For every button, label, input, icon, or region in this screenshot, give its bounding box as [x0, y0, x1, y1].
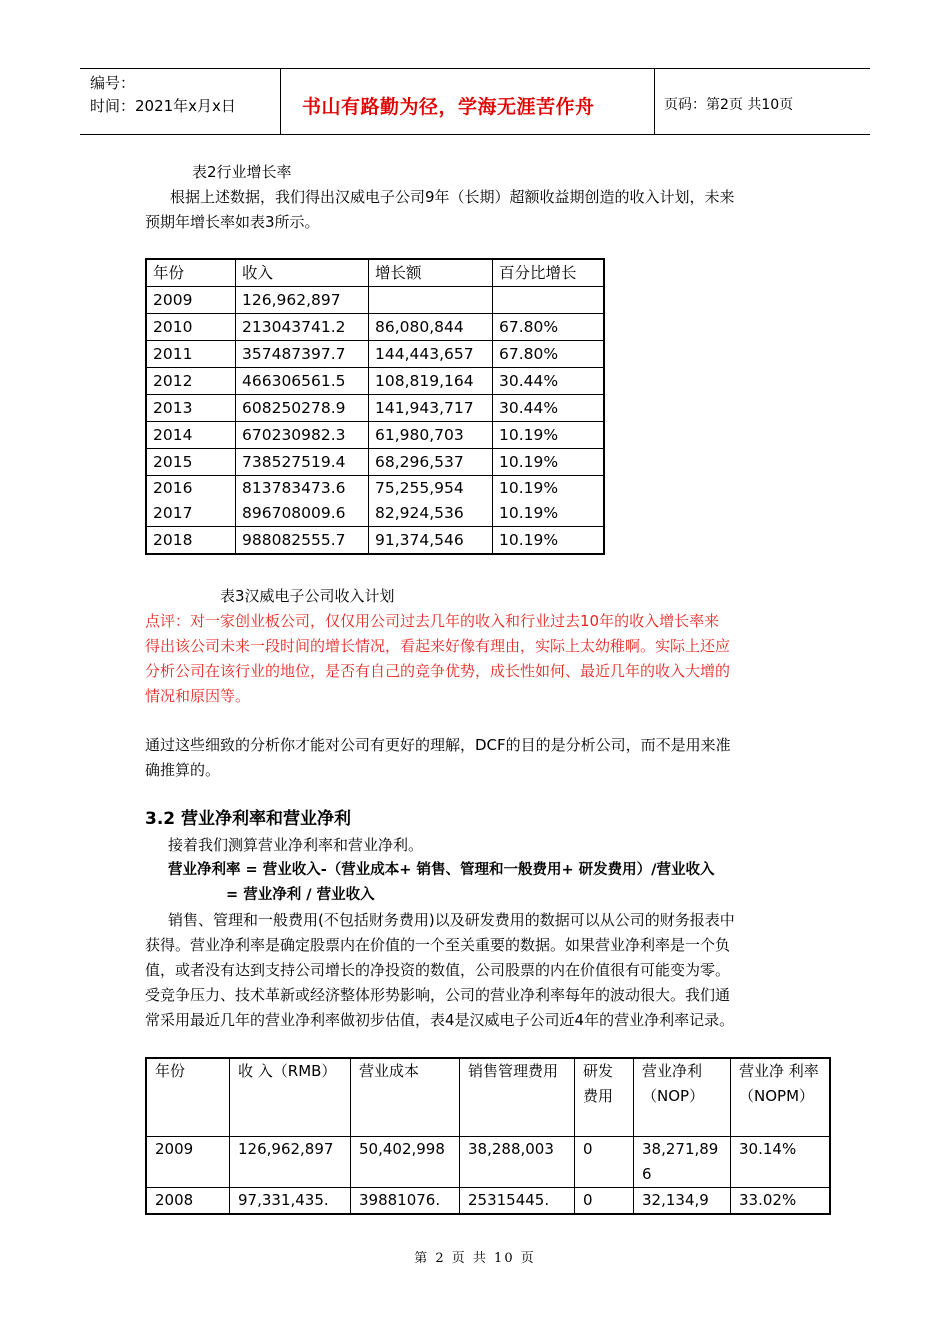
table-cell: 33.02% — [731, 1188, 831, 1215]
table-cell: 126,962,897 — [236, 287, 369, 314]
table-header-cell: 销售管理费用 — [460, 1058, 575, 1137]
table-cell: 144,443,657 — [369, 341, 493, 368]
revenue-plan-table — [145, 258, 605, 555]
comment-line-2: 得出该公司未来一段时间的增长情况，看起来好像有理由，实际上太幼稚啊。实际上还应 — [145, 637, 731, 655]
table-cell-line: 10.19% — [499, 479, 559, 497]
table-header-cell: 营业净 利率 （NOPM） — [731, 1058, 831, 1137]
table-cell: 2009 — [146, 287, 236, 314]
table-row — [146, 476, 604, 527]
table-cell: 30.44% — [493, 368, 605, 395]
table-cell: 2013 — [146, 395, 236, 422]
analysis-line-1: 通过这些细致的分析你才能对公司有更好的理解，DCF的目的是分析公司，而不是用来准 — [145, 736, 731, 754]
header-divider-right — [654, 68, 655, 135]
header-bottom-rule — [80, 134, 870, 135]
table-cell: 2009 — [146, 1137, 230, 1188]
table-cell-line: 2016 — [153, 479, 193, 497]
table-row — [146, 1188, 830, 1215]
table-cell: 32,134,9 — [634, 1188, 731, 1215]
table-header-row — [146, 259, 604, 287]
table-cell: 10.19% — [493, 422, 605, 449]
table-cell: 108,819,164 — [369, 368, 493, 395]
table-cell: 50,402,998 — [351, 1137, 460, 1188]
table-header-cell: 收 入（RMB） — [230, 1058, 351, 1137]
table-cell: 608250278.9 — [236, 395, 369, 422]
table-cell: 670230982.3 — [236, 422, 369, 449]
header-meta — [90, 72, 236, 118]
table-header-cell: 收入 — [236, 259, 369, 287]
formula-line-2: = 营业净利 / 营业收入 — [226, 887, 375, 903]
table3-caption: 表3汉威电子公司收入计划 — [220, 587, 395, 605]
table-cell: 2014 — [146, 422, 236, 449]
header-top-rule — [80, 68, 870, 69]
table-cell: 38,271,896 — [634, 1137, 731, 1188]
table-cell: 30.44% — [493, 395, 605, 422]
table-header-cell: 百分比增长 — [493, 259, 605, 287]
table-cell: 97,331,435. — [230, 1188, 351, 1215]
table-row — [146, 1137, 830, 1188]
table-cell: 126,962,897 — [230, 1137, 351, 1188]
table-cell-line: 10.19% — [499, 504, 559, 522]
comment-line-1: 点评：对一家创业板公司，仅仅用公司过去几年的收入和行业过去10年的收入增长率来 — [145, 612, 720, 630]
table-cell-line: 82,924,536 — [375, 504, 464, 522]
table-cell — [493, 287, 605, 314]
body-line-4: 受竞争压力、技术革新或经济整体形势影响，公司的营业净利率每年的波动很大。我们通 — [145, 986, 731, 1004]
header-motto: 书山有路勤为径，学海无涯苦作舟 — [302, 96, 595, 118]
body-line-2: 获得。营业净利率是确定股票内在价值的一个至关重要的数据。如果营业净利率是一个负 — [145, 936, 731, 954]
header-number: 编号： — [90, 74, 136, 92]
table-row — [146, 368, 604, 395]
comment-line-4: 情况和原因等。 — [145, 687, 251, 705]
table-cell: 86,080,844 — [369, 314, 493, 341]
section-title: 3.2 营业净利率和营业净利 — [145, 809, 352, 829]
table-header-cell: 年份 — [146, 259, 236, 287]
operating-margin-table — [145, 1057, 831, 1215]
table-cell: 466306561.5 — [236, 368, 369, 395]
table-cell: 0 — [575, 1137, 634, 1188]
table-header-cell: 研发费用 — [575, 1058, 634, 1137]
table-cell: 2012 — [146, 368, 236, 395]
section-intro: 接着我们测算营业净利率和营业净利。 — [168, 836, 424, 854]
header-time: 时间：2021年x月x日 — [90, 97, 236, 115]
body-line-3: 值，或者没有达到支持公司增长的净投资的数值，公司股票的内在价值很有可能变为零。 — [145, 961, 731, 979]
table-header-cell: 年份 — [146, 1058, 230, 1137]
formula-line-1: 营业净利率 = 营业收入-（营业成本+ 销售、管理和一般费用+ 研发费用）/营业收入 — [168, 862, 715, 878]
table-cell: 141,943,717 — [369, 395, 493, 422]
table2-caption: 表2行业增长率 — [192, 163, 292, 181]
table-cell: 39881076. — [351, 1188, 460, 1215]
table-cell: 738527519.4 — [236, 449, 369, 476]
table-cell-line: 813783473.6 — [242, 479, 346, 497]
table-row — [146, 314, 604, 341]
table-cell — [493, 476, 605, 527]
table-cell: 988082555.7 — [236, 527, 369, 555]
comment-line-3: 分析公司在该行业的地位，是否有自己的竞争优势，成长性如何、最近几年的收入大增的 — [145, 662, 731, 680]
table-cell: 67.80% — [493, 314, 605, 341]
table-cell: 0 — [575, 1188, 634, 1215]
table-cell: 38,288,003 — [460, 1137, 575, 1188]
table-cell — [146, 476, 236, 527]
analysis-line-2: 确推算的。 — [145, 761, 221, 779]
table-row — [146, 527, 604, 555]
table-row — [146, 341, 604, 368]
table-row — [146, 422, 604, 449]
table-row — [146, 287, 604, 314]
table-row — [146, 395, 604, 422]
table-cell: 25315445. — [460, 1188, 575, 1215]
table-cell: 67.80% — [493, 341, 605, 368]
table-cell: 61,980,703 — [369, 422, 493, 449]
table-cell: 2008 — [146, 1188, 230, 1215]
table-header-row — [146, 1058, 830, 1137]
table-cell: 2010 — [146, 314, 236, 341]
table-header-cell: 增长额 — [369, 259, 493, 287]
table-cell: 213043741.2 — [236, 314, 369, 341]
table-cell: 2018 — [146, 527, 236, 555]
table-cell: 357487397.7 — [236, 341, 369, 368]
body-line-5: 常采用最近几年的营业净利率做初步估值，表4是汉威电子公司近4年的营业净利率记录。 — [145, 1011, 735, 1029]
table-cell: 91,374,546 — [369, 527, 493, 555]
page-footer: 第 2 页 共 10 页 — [414, 1251, 536, 1266]
intro-line-1: 根据上述数据，我们得出汉威电子公司9年（长期）超额收益期创造的收入计划，未来 — [170, 188, 735, 206]
table-header-cell: 营业净利（NOP） — [634, 1058, 731, 1137]
body-line-1: 销售、管理和一般费用(不包括财务费用)以及研发费用的数据可以从公司的财务报表中 — [168, 911, 735, 929]
table-header-cell: 营业成本 — [351, 1058, 460, 1137]
table-cell: 2011 — [146, 341, 236, 368]
table-cell-line: 2017 — [153, 504, 193, 522]
table-cell: 30.14% — [731, 1137, 831, 1188]
table-cell-line: 896708009.6 — [242, 504, 346, 522]
table-row — [146, 449, 604, 476]
table-cell — [369, 476, 493, 527]
table-cell: 68,296,537 — [369, 449, 493, 476]
header-page: 页码：第2页 共10页 — [664, 97, 794, 113]
header-divider-left — [280, 68, 281, 135]
intro-line-2: 预期年增长率如表3所示。 — [145, 213, 320, 231]
table-cell — [236, 476, 369, 527]
table-cell: 2015 — [146, 449, 236, 476]
table-cell: 10.19% — [493, 527, 605, 555]
table-cell — [369, 287, 493, 314]
table-cell-line: 75,255,954 — [375, 479, 464, 497]
table-cell: 10.19% — [493, 449, 605, 476]
